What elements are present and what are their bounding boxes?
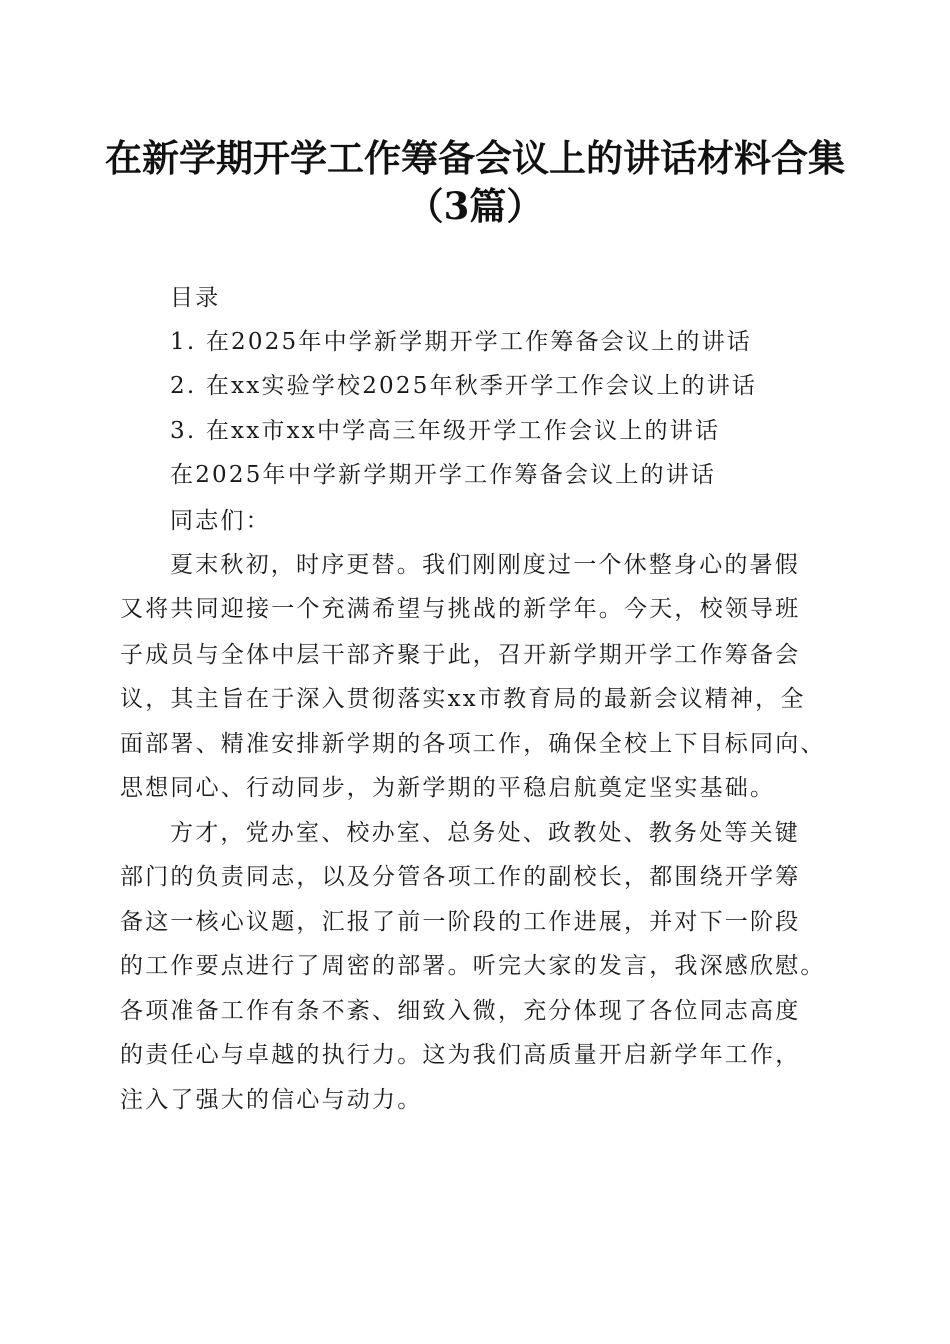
paragraph2-line-5: 各项准备工作有条不紊、细致入微，充分体现了各位同志高度 — [120, 998, 801, 1024]
document-title-count: （3篇） — [406, 184, 544, 228]
paragraph1-line-4: 议，其主旨在于深入贯彻落实xx市教育局的最新会议精神，全 — [120, 686, 806, 712]
paragraph1-line-2: 又将共同迎接一个充满希望与挑战的新学年。今天，校领导班 — [120, 596, 801, 622]
toc-item-3: 3. 在xx市xx中学高三年级开学工作会议上的讲话 — [170, 418, 721, 444]
paragraph1-line-1: 夏末秋初，时序更替。我们刚刚度过一个休整身心的暑假 — [170, 552, 800, 578]
paragraph1-line-3: 子成员与全体中层干部齐聚于此，召开新学期开学工作筹备会 — [120, 642, 801, 668]
paragraph2-line-6: 的责任心与卓越的执行力。这为我们高质量开启新学年工作， — [120, 1042, 801, 1068]
toc-item-2: 2. 在xx实验学校2025年秋季开学工作会议上的讲话 — [170, 373, 758, 399]
speech-title: 在2025年中学新学期开学工作筹备会议上的讲话 — [170, 462, 717, 488]
paragraph2-line-2: 部门的负责同志，以及分管各项工作的副校长，都围绕开学筹 — [120, 864, 801, 890]
paragraph1-line-6: 思想同心、行动同步，为新学期的平稳启航奠定坚实基础。 — [120, 775, 776, 801]
paragraph1-line-5: 面部署、精准安排新学期的各项工作，确保全校上下目标同向、 — [120, 731, 826, 757]
paragraph2-line-4: 的工作要点进行了周密的部署。听完大家的发言，我深感欣慰。 — [120, 953, 826, 979]
salutation: 同志们： — [170, 508, 271, 534]
paragraph2-line-7: 注入了强大的信心与动力。 — [120, 1087, 423, 1113]
document-title: 在新学期开学工作筹备会议上的讲话材料合集 — [105, 136, 845, 180]
toc-item-1: 1. 在2025年中学新学期开学工作筹备会议上的讲话 — [170, 329, 752, 355]
paragraph2-line-3: 备这一核心议题，汇报了前一阶段的工作进展，并对下一阶段 — [120, 909, 801, 935]
paragraph2-line-1: 方才，党办室、校办室、总务处、政教处、教务处等关键 — [170, 820, 800, 846]
toc-heading: 目录 — [170, 285, 221, 311]
